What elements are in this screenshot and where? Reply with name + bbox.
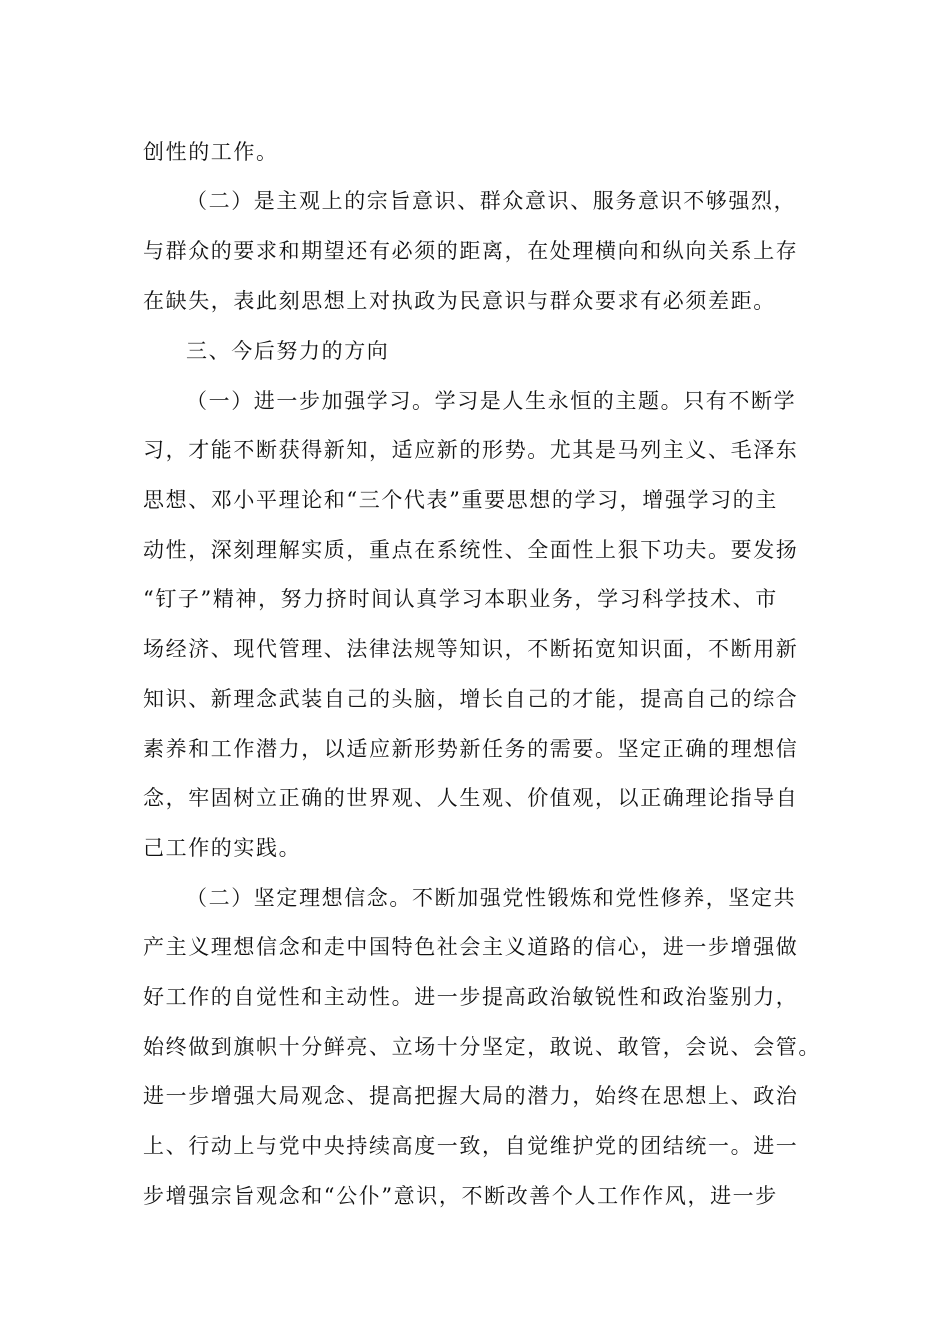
text-line: 上、行动上与党中央持续高度一致，自觉维护党的团结统一。进一 [143, 1134, 799, 1158]
text-line: 产主义理想信念和走中国特色社会主义道路的信心，进一步增强做 [143, 935, 799, 959]
text-line: “钉子”精神，努力挤时间认真学习本职业务，学习科学技术、市 [143, 587, 778, 611]
text-line: 在缺失，表此刻思想上对执政为民意识与群众要求有必须差距。 [143, 289, 776, 313]
text-line: 始终做到旗帜十分鲜亮、立场十分坚定，敢说、敢管，会说、会管。 [143, 1035, 821, 1059]
text-line: 场经济、现代管理、法律法规等知识，不断拓宽知识面，不断用新 [143, 637, 799, 661]
text-line: 进一步增强大局观念、提高把握大局的潜力，始终在思想上、政治 [143, 1084, 799, 1108]
text-line: 好工作的自觉性和主动性。进一步提高政治敏锐性和政治鉴别力， [143, 985, 799, 1009]
text-line: 与群众的要求和期望还有必须的距离，在处理横向和纵向关系上存 [143, 239, 799, 263]
text-line: 习，才能不断获得新知，适应新的形势。尤其是马列主义、毛泽东 [143, 438, 799, 462]
section-heading: 三、今后努力的方向 [186, 339, 390, 363]
text-line: 思想、邓小平理论和“三个代表”重要思想的学习，增强学习的主 [143, 488, 778, 512]
text-line: 步增强宗旨观念和“公仆”意识，不断改善个人工作作风，进一步 [143, 1184, 778, 1208]
text-line: 创性的工作。 [143, 140, 279, 164]
text-line: 念，牢固树立正确的世界观、人生观、价值观，以正确理论指导自 [143, 786, 799, 810]
text-line: 素养和工作潜力，以适应新形势新任务的需要。坚定正确的理想信 [143, 737, 799, 761]
text-line: 己工作的实践。 [143, 836, 302, 860]
text-line: （二）是主观上的宗旨意识、群众意识、服务意识不够强烈， [186, 189, 797, 213]
text-line: 动性，深刻理解实质，重点在系统性、全面性上狠下功夫。要发扬 [143, 538, 799, 562]
text-line: （二）坚定理想信念。不断加强党性锻炼和党性修养，坚定共 [186, 886, 797, 910]
text-line: （一）进一步加强学习。学习是人生永恒的主题。只有不断学 [186, 389, 797, 413]
text-line: 知识、新理念武装自己的头脑，增长自己的才能，提高自己的综合 [143, 687, 799, 711]
